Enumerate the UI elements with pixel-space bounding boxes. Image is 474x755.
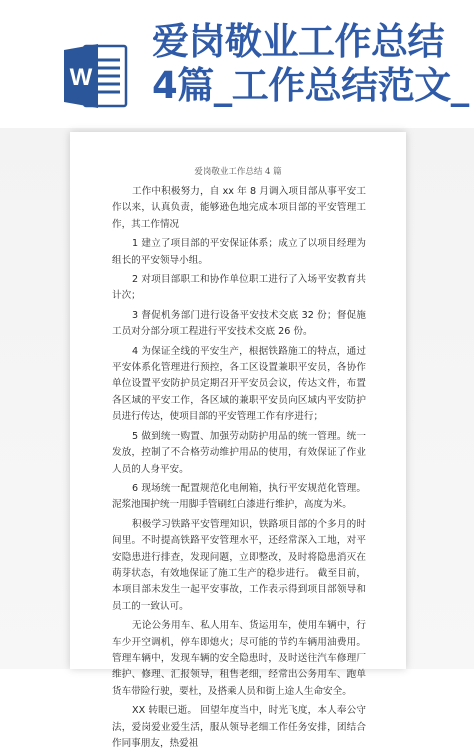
paragraph: 2 对项目部职工和协作单位职工进行了入场平安教育共计次； — [112, 274, 366, 302]
paragraph: 5 做到统一购置、加强劳动防护用品的统一管理。统一发放，控制了不合格劳动维护用品的使用，有效保证了作业人员的人身平安。 — [112, 430, 366, 475]
document-page-preview — [70, 132, 406, 749]
document-title: 爱岗敬业工作总结 4 篇 — [194, 167, 282, 177]
paragraph: 1 建立了项目部的平安保证体系；成立了以项目经理为组长的平安领导小组。 — [112, 238, 366, 266]
word-document-icon — [62, 40, 128, 112]
title-line-1: 爱岗敬业工作总结 — [152, 20, 444, 63]
word-icon-letter: W — [69, 64, 93, 91]
paragraph: XX 转眼已逝。 回望年度当中，时光飞度，本人奉公守法，爱岗爱业爱生活，服从领导老细工作任务安排，团结合作同事朋友，热爱祖 — [112, 705, 366, 749]
page-title — [152, 20, 470, 108]
title-line-2: 4篇_工作总结范文_ — [152, 64, 469, 107]
paragraph: 3 督促机务部门进行设备平安技术交底 32 份；督促施工员对分部分项工程进行平安技术交底 26 份。 — [112, 309, 366, 338]
paragraph: 无论公务用车、私人用车、货运用车，使用车辆中，行车少开空调机，停车即熄火；尽可能的节约车辆用油费用。管理车辆中，发现车辆的安全隐患时，及时送往汽车修理厂维护、修理、汇报领导，租售老细，经常出公务用车、跑单货车带险行驶，要杜，及搭乘人员和街上途人生命安全。 — [112, 620, 366, 697]
paragraph: 6 现场统一配置规范化电闸箱，执行平安规范化管理。 泥浆池围护统一用脚手管刷红白漆进行维护，高度为米。 — [112, 482, 366, 511]
document-body — [112, 184, 366, 755]
paragraph: 积极学习铁路平安管理知识，铁路项目部的个多月的时间里。不时提高铁路平安管理水平，还经常深入工地，对平安隐患进行排查，发现问题，立即整改，及时将隐患消灭在萌芽状态，有效地保证了施工生产的稳步进行。 截至目前，本项目部未发生一起平安事故，工作表示得到项目部领导和员工的一致认可。 — [112, 518, 366, 612]
paragraph: 4 为保证全线的平安生产，根据铁路施工的特点，通过平安体系化管理进行预控，各工区设置兼职平安员，各协作单位设置平安防护员定期召开平安员会议，传达文件，布置各区域的平安工作，各区域的兼职平安员向区域内平安防护员进行传达，使项目部的平安管理工作有序进行； — [112, 345, 366, 423]
paragraph: 工作中积极努力，自 xx 年 8 月调入项目部从事平安工作以来，认真负责，能够逊色地完成本项目部的平安管理工作，其工作情况 — [112, 186, 366, 230]
header-banner — [0, 0, 474, 135]
